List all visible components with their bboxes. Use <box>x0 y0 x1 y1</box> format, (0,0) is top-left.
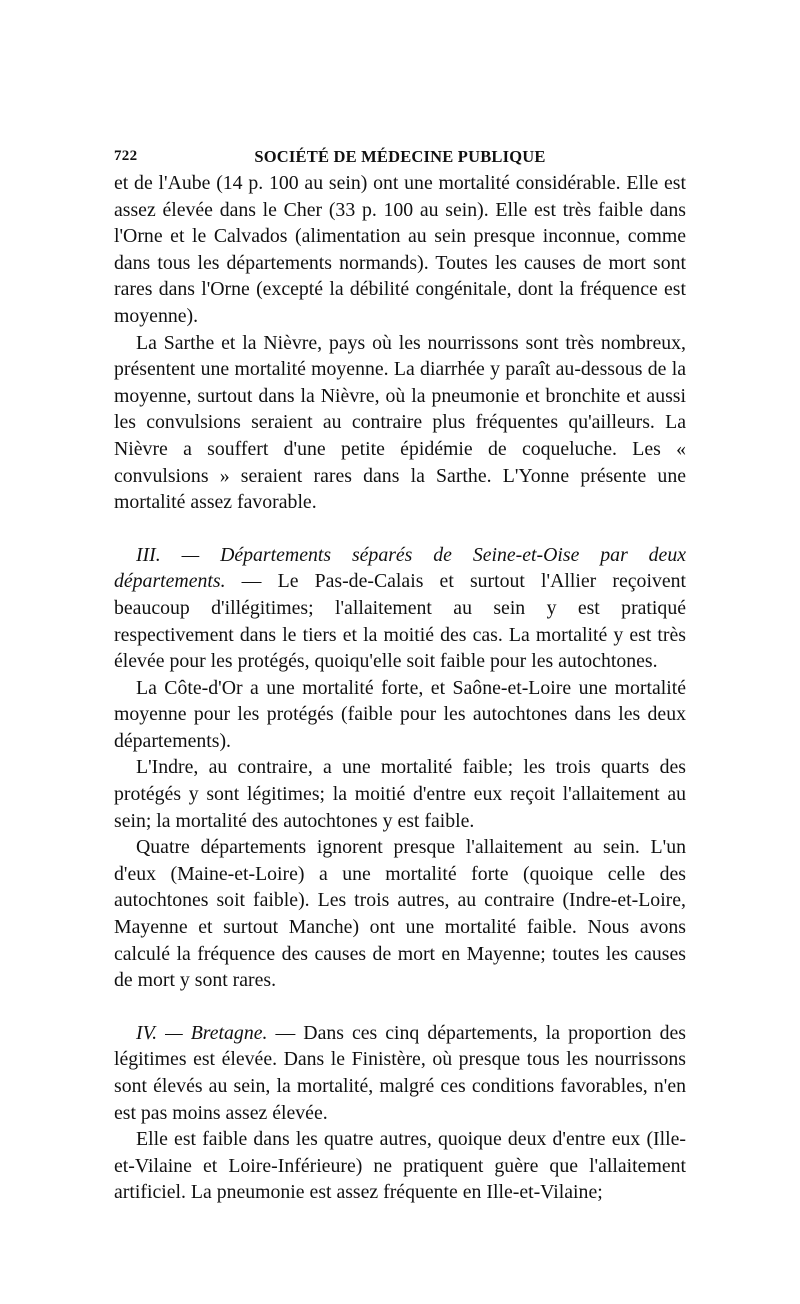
section-3-intro: — Le Pas-de-Calais et surtout l'Allier reçoivent beaucoup d'illégitimes; l'allaitement au sein y est pratiqué respectivement dans le tiers et la moitié des cas. La mortalité y est très élevée pour les protégés, quoiqu'elle soit faible pour les autochtones. <box>114 570 686 673</box>
paragraph-sarthe-nievre: La Sarthe et la Nièvre, pays où les nourrissons sont très nombreux, présentent une mortalité moyenne. La diarrhée y paraît au-dessous de la moyenne, surtout dans la Nièvre, où la pneumonie et bronchite et aussi les convulsions seraient au contraire plus fréquentes qu'ailleurs. La Nièvre a souffert d'une petite épidémie de coqueluche. Les « convulsions » seraient rares dans la Sarthe. L'Yonne présente une mortalité assez favorable. <box>114 331 686 514</box>
paragraph-continuation: et de l'Aube (14 p. 100 au sein) ont une mortalité considérable. Elle est assez élevée dans le Cher (33 p. 100 au sein). Elle est très faible dans l'Orne et le Calvados (alimentation au sein presque inconnue, comme dans tous les départements normands). Toutes les causes de mort sont rares dans l'Orne (excepté la débilité congénitale, dont la fréquence est moyenne). <box>114 172 686 327</box>
section-4-intro: — Dans ces cinq départements, la proportion des légitimes est élevée. Dans le Finistère, où presque tous les nourrissons sont élevés au sein, la mortalité, malgré ces conditions favorables, n'en est pas moins assez élevée. <box>114 1021 686 1124</box>
section-3-paragraph <box>114 542 686 675</box>
paragraph-quatre-departements: Quatre départements ignorent presque l'allaitement au sein. L'un d'eux (Maine-et-Loire) a une mortalité forte (quoique celle des autochtones soit faible). Les trois autres, au contraire (Indre-et-Loire, Mayenne et surtout Manche) ont une mortalité faible. Nous avons calculé la fréquence des causes de mort en Mayenne; toutes les causes de mort y sont rares. <box>114 836 686 992</box>
body-text <box>114 170 686 1206</box>
page-header <box>114 142 686 170</box>
section-break <box>114 994 686 1020</box>
section-break <box>114 516 686 542</box>
page-number: 722 <box>114 148 138 164</box>
section-4-title: IV. — Bretagne. <box>136 1021 268 1044</box>
paragraph-bretagne-autres: Elle est faible dans les quatre autres, quoique deux d'entre eux (Ille-et-Vilaine et Loire-Inférieure) ne pratiquent guère que l'allaitement artificiel. La pneumonie est assez fréquente en Ille-et-Vilaine; <box>114 1128 686 1204</box>
section-4-paragraph <box>114 1020 686 1126</box>
paragraph-indre: L'Indre, au contraire, a une mortalité faible; les trois quarts des protégés y sont légitimes; la moitié d'entre eux reçoit l'allaitement au sein; la mortalité des autochtones y est faible. <box>114 756 686 832</box>
running-head: SOCIÉTÉ DE MÉDECINE PUBLIQUE <box>254 147 546 166</box>
document-page <box>114 142 686 1206</box>
section-3-title: III. — Départements séparés de Seine-et-Oise par deux départements. <box>114 543 686 593</box>
paragraph-cote-dor: La Côte-d'Or a une mortalité forte, et Saône-et-Loire une mortalité moyenne pour les protégés (faible pour les autochtones dans les deux départements). <box>114 676 686 752</box>
